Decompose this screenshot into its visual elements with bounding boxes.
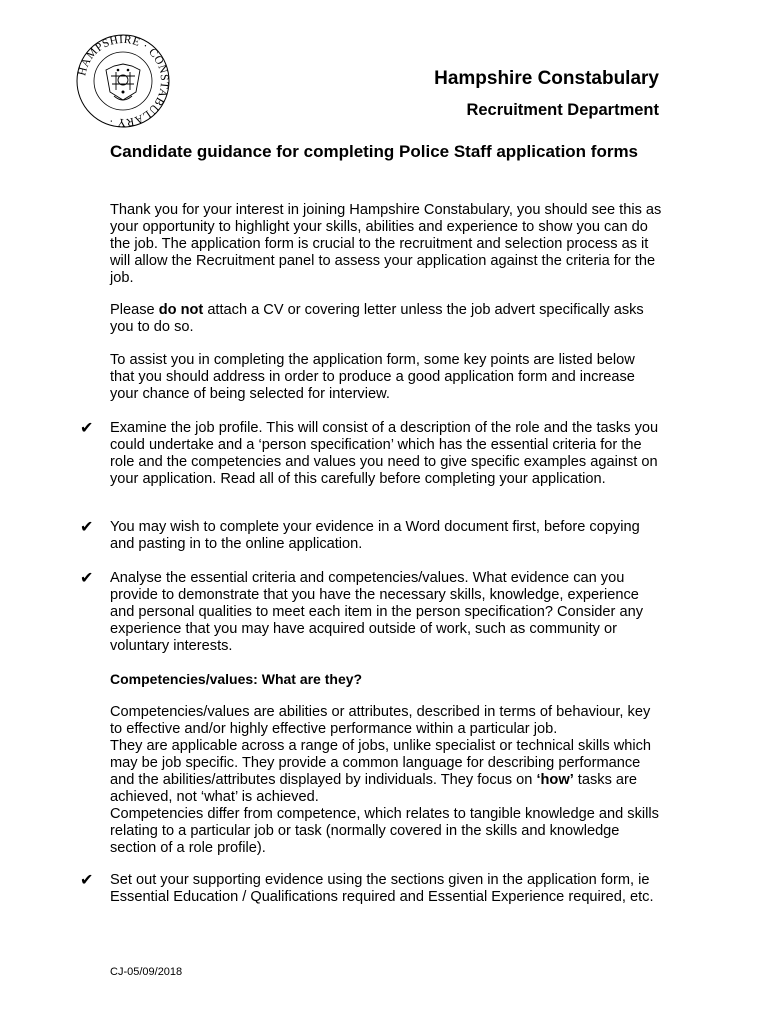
cv-note-before: Please [110, 302, 159, 318]
competencies-para-3: Competencies differ from competence, which relates to tangible knowledge and skills relating to a particular job or task (normally covered in the skills and knowledge section of a role profile). [110, 806, 659, 856]
check-icon: ✔ [80, 570, 94, 587]
document-title: Candidate guidance for completing Police Staff application forms [110, 142, 639, 161]
intro-paragraph: Thank you for your interest in joining Hampshire Constabulary, you should see this as your opportunity to highlight your skills, abilities and experience to show you can do the job. The application form is crucial to the recruitment and selection process as it will allow the Recruitment panel to assess your application against the criteria for the job. [110, 202, 662, 286]
competencies-para-2-after: tasks are achieved, not ‘what’ is achieved. [110, 772, 638, 805]
cv-note-paragraph [110, 302, 662, 336]
competencies-para-1: Competencies/values are abilities or attributes, described in terms of behaviour, key to effective and/or highly effective performance within a particular job. [110, 704, 651, 737]
point-4: Set out your supporting evidence using the sections given in the application form, ie Essential Education / Qualifications required and Essential Experience required, etc. [110, 872, 654, 905]
competencies-body [110, 704, 666, 857]
competencies-para-2-before: They are applicable across a range of jobs, unlike specialist or technical skills which may be job specific. They provide a common language for describing performance and the abilities/attributes displayed by individuals. They focus on [110, 738, 652, 788]
constabulary-seal-logo [76, 34, 170, 128]
check-icon: ✔ [80, 519, 94, 536]
check-icon: ✔ [80, 420, 94, 437]
department-name: Recruitment Department [466, 101, 659, 119]
competencies-heading: Competencies/values: What are they? [110, 671, 363, 687]
point-3: Analyse the essential criteria and competencies/values. What evidence can you provide to demonstrate that you have the necessary skills, knowledge, experience and personal qualities to meet each item in the person specification? Consider any experience that you may have acquired outside of work, such as community or voluntary interests. [110, 570, 643, 654]
svg-text:HAMPSHIRE · CONSTABULARY ·: HAMPSHIRE · CONSTABULARY · [76, 34, 170, 128]
document-reference: CJ-05/09/2018 [110, 966, 183, 978]
check-icon: ✔ [80, 872, 94, 889]
organisation-name: Hampshire Constabulary [434, 68, 659, 89]
cv-note-emphasis: do not [158, 302, 204, 318]
cv-note-after: attach a CV or covering letter unless the job advert specifically asks you to do so. [110, 302, 644, 335]
competencies-para-2 [110, 738, 666, 806]
competencies-para-2-emphasis: ‘how’ [536, 772, 574, 788]
assist-paragraph: To assist you in completing the application form, some key points are listed below that you should address in order to produce a good application form and increase your chance of being selected for interview. [110, 352, 635, 402]
point-2: You may wish to complete your evidence in a Word document first, before copying and pasting in to the online application. [110, 519, 640, 552]
point-1: Examine the job profile. This will consist of a description of the role and the tasks you could undertake and a ‘person specification’ which has the essential criteria for the role and the competencies and values you need to give specific examples against on your application. Read all of this carefully before completing your application. [110, 420, 659, 487]
